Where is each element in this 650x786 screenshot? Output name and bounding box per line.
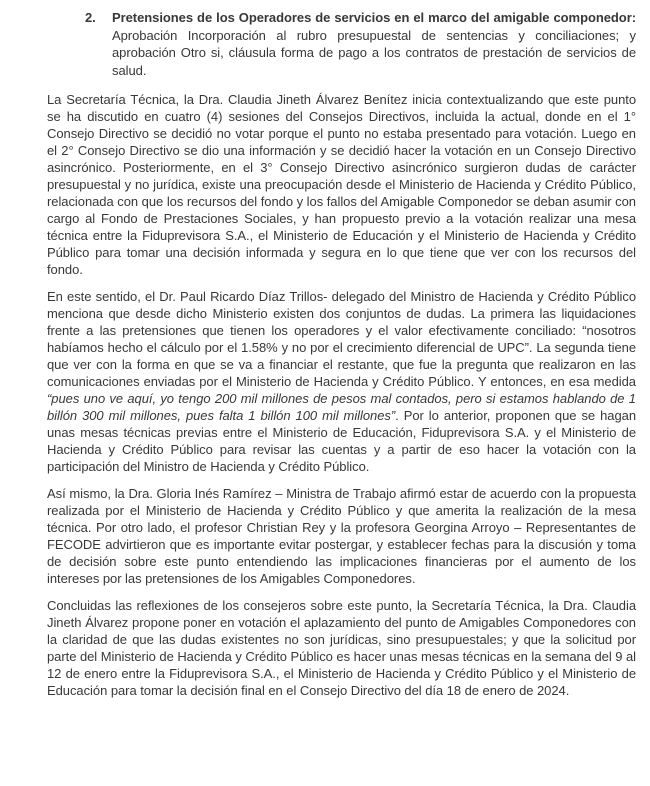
text-segment: “pues uno ve aquí, yo tengo 200 mil millones de pesos mal contados, pero si estamos hablando de 1 billón 300 mil millones, pues falta 1 billón 100 mil millones” xyxy=(47,391,636,423)
section-number: 2. xyxy=(85,10,96,25)
paragraph xyxy=(47,597,636,699)
text-segment: Así mismo, la Dra. Gloria Inés Ramírez – Ministra de Trabajo afirmó estar de acuerdo con la propuesta realizada por el Ministerio de Hacienda y Crédito Público y que amerita la realización de la mesa técnica. Por otro lado, el profesor Christian Rey y la profesora Georgina Arroyo – Representantes de FECODE advirtieron que es importante evitar postergar, y establecer fechas para la discusión y toma de decisión sobre este punto entendiendo las implicaciones financieras por el aumento de los intereses por las pretensiones de los Amigables Componedores. xyxy=(47,486,636,586)
text-segment: Concluidas las reflexiones de los consejeros sobre este punto, la Secretaría Técnica, la Dra. Claudia Jineth Álvarez propone poner en votación el aplazamiento del punto de Amigables Componedores con la claridad de que las dudas existentes no son jurídicas, sino presupuestales; y que la solicitud por parte del Ministerio de Hacienda y Crédito Público es hacer unas mesas técnicas en la semana del 9 al 12 de enero entre la Fiduprevisora S.A., el Ministerio de Hacienda y Crédito Público y el Ministerio de Educación para tomar la decisión final en el Consejo Directivo del día 18 de enero de 2024. xyxy=(47,598,636,698)
paragraph xyxy=(47,288,636,475)
section-heading-text xyxy=(112,9,636,79)
text-segment: En este sentido, el Dr. Paul Ricardo Díaz Trillos- delegado del Ministro de Hacienda y Crédito Público menciona que desde dicho Ministerio existen dos conjuntos de dudas. La primera las liquidaciones frente a las pretensiones que tienen los operadores y el valor efectivamente conciliado: “nosotros habíamos hecho el cálculo por el 1.58% y no por el crecimiento diferencial de UPC”. La segunda tiene que ver con la forma en que se va a financiar el restante, que fue la pregunta que realizaron en las comunicaciones enviadas por el Ministerio de Hacienda y Crédito Público. Y entonces, en esa medida xyxy=(47,289,636,389)
paragraphs xyxy=(47,91,636,699)
paragraph xyxy=(47,485,636,587)
text-segment: . Por lo anterior, proponen que se hagan unas mesas técnicas previas entre el Ministerio de Educación, Fiduprevisora S.A. y el Ministerio de Hacienda y Crédito Público para revisar las cuentas y a partir de eso hacer la votación con la participación del Ministro de Hacienda y Crédito Público. xyxy=(47,408,636,474)
section-heading-bold-text: Pretensiones de los Operadores de servicios en el marco del amigable componedor: xyxy=(112,10,636,25)
section-heading-regular-text: Aprobación Incorporación al rubro presupuestal de sentencias y conciliaciones; y aprobación Otro si, cláusula forma de pago a los contratos de prestación de servicios de salud. xyxy=(112,27,636,78)
text-segment: La Secretaría Técnica, la Dra. Claudia Jineth Álvarez Benítez inicia contextualizando que este punto se ha discutido en cuatro (4) sesiones del Consejos Directivos, incluida la actual, donde en el 1° Consejo Directivo se decidió no votar porque el punto no estaba presentado para votación. Luego en el 2° Consejo Directivo se dio una información y se decidió hacer la votación en un Consejo Directivo asincrónico. Posteriormente, en el 3° Consejo Directivo asincrónico surgieron dudas de carácter presupuestal y no jurídica, existe una preocupación desde el Ministerio de Hacienda y Crédito Público, relacionada con que los recursos del fondo y los fallos del Amigable Componedor se deban asumir con cargo al Fondo de Prestaciones Sociales, y han propuesto previo a la votación realizar una mesa técnica entre la Fiduprevisora S.A., el Ministerio de Educación y el Ministerio de Hacienda y Crédito Público para tomar una decisión informada y segura en lo que tiene que ver con los recursos del fondo. xyxy=(47,92,636,277)
section-heading xyxy=(47,9,636,79)
paragraph xyxy=(47,91,636,278)
